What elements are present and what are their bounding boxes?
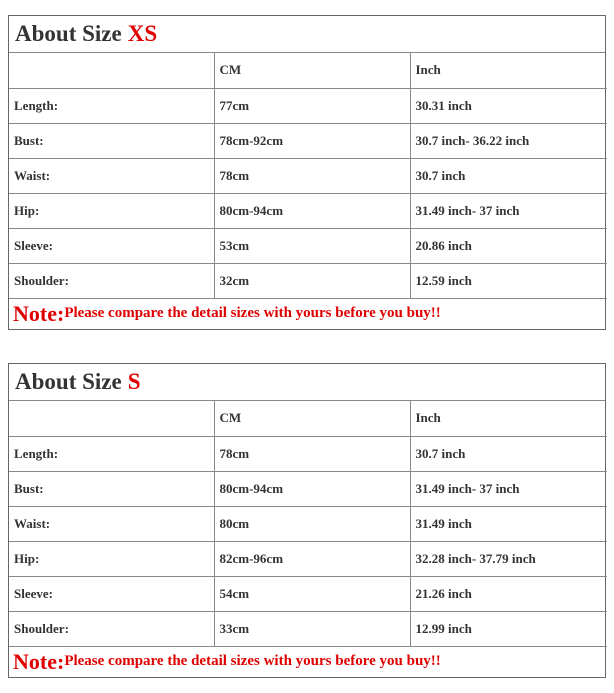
note-heading: Note: [13, 300, 65, 326]
table-row [9, 263, 607, 298]
table-row [9, 611, 607, 646]
measure-label: Shoulder: [9, 611, 214, 646]
measure-label: Waist: [9, 158, 214, 193]
measure-inch: 21.26 inch [410, 576, 607, 611]
note-text: Please compare the detail sizes with yours before you buy!! [64, 653, 441, 669]
measure-inch: 12.99 inch [410, 611, 607, 646]
measure-label: Bust: [9, 123, 214, 158]
measure-cm: 78cm [214, 158, 410, 193]
measure-cm: 82cm-96cm [214, 541, 410, 576]
measure-label: Shoulder: [9, 263, 214, 298]
size-chart-s [8, 363, 606, 678]
measure-cm: 33cm [214, 611, 410, 646]
size-code: XS [127, 21, 158, 46]
measure-cm: 32cm [214, 263, 410, 298]
measure-inch: 30.7 inch- 36.22 inch [410, 123, 607, 158]
measure-label: Hip: [9, 541, 214, 576]
measure-inch: 30.7 inch [410, 436, 607, 471]
title-prefix: About Size [15, 369, 122, 394]
measure-label: Hip: [9, 193, 214, 228]
header-row [9, 401, 607, 436]
table-row [9, 541, 607, 576]
measure-cm: 80cm-94cm [214, 471, 410, 506]
measure-cm: 78cm-92cm [214, 123, 410, 158]
measure-label: Waist: [9, 506, 214, 541]
table-row [9, 228, 607, 263]
header-cell-cm: CM [214, 53, 410, 88]
measure-inch: 12.59 inch [410, 263, 607, 298]
measure-label: Bust: [9, 471, 214, 506]
table-row [9, 193, 607, 228]
header-cell-inch: Inch [410, 53, 607, 88]
table-row [9, 576, 607, 611]
size-chart-title [9, 16, 605, 53]
table-row [9, 436, 607, 471]
header-cell-label [9, 53, 214, 88]
measure-inch: 32.28 inch- 37.79 inch [410, 541, 607, 576]
size-code: S [127, 369, 141, 394]
note-text: Please compare the detail sizes with yours before you buy!! [64, 305, 441, 321]
measure-inch: 31.49 inch- 37 inch [410, 471, 607, 506]
measure-label: Length: [9, 436, 214, 471]
header-row [9, 53, 607, 88]
measure-label: Sleeve: [9, 228, 214, 263]
header-cell-cm: CM [214, 401, 410, 436]
measure-inch: 30.31 inch [410, 88, 607, 123]
measure-cm: 53cm [214, 228, 410, 263]
table-row [9, 123, 607, 158]
measure-inch: 30.7 inch [410, 158, 607, 193]
table-row [9, 88, 607, 123]
measure-cm: 80cm-94cm [214, 193, 410, 228]
measure-cm: 78cm [214, 436, 410, 471]
measure-inch: 31.49 inch [410, 506, 607, 541]
title-prefix: About Size [15, 21, 122, 46]
measure-cm: 54cm [214, 576, 410, 611]
measure-cm: 80cm [214, 506, 410, 541]
size-note [9, 647, 605, 677]
size-table [9, 401, 607, 647]
measure-cm: 77cm [214, 88, 410, 123]
table-row [9, 158, 607, 193]
table-row [9, 506, 607, 541]
header-cell-label [9, 401, 214, 436]
measure-inch: 20.86 inch [410, 228, 607, 263]
size-chart-xs [8, 15, 606, 330]
table-row [9, 471, 607, 506]
size-table [9, 53, 607, 299]
size-chart-title [9, 364, 605, 401]
measure-label: Length: [9, 88, 214, 123]
measure-inch: 31.49 inch- 37 inch [410, 193, 607, 228]
note-heading: Note: [13, 648, 65, 674]
header-cell-inch: Inch [410, 401, 607, 436]
size-note [9, 299, 605, 329]
measure-label: Sleeve: [9, 576, 214, 611]
